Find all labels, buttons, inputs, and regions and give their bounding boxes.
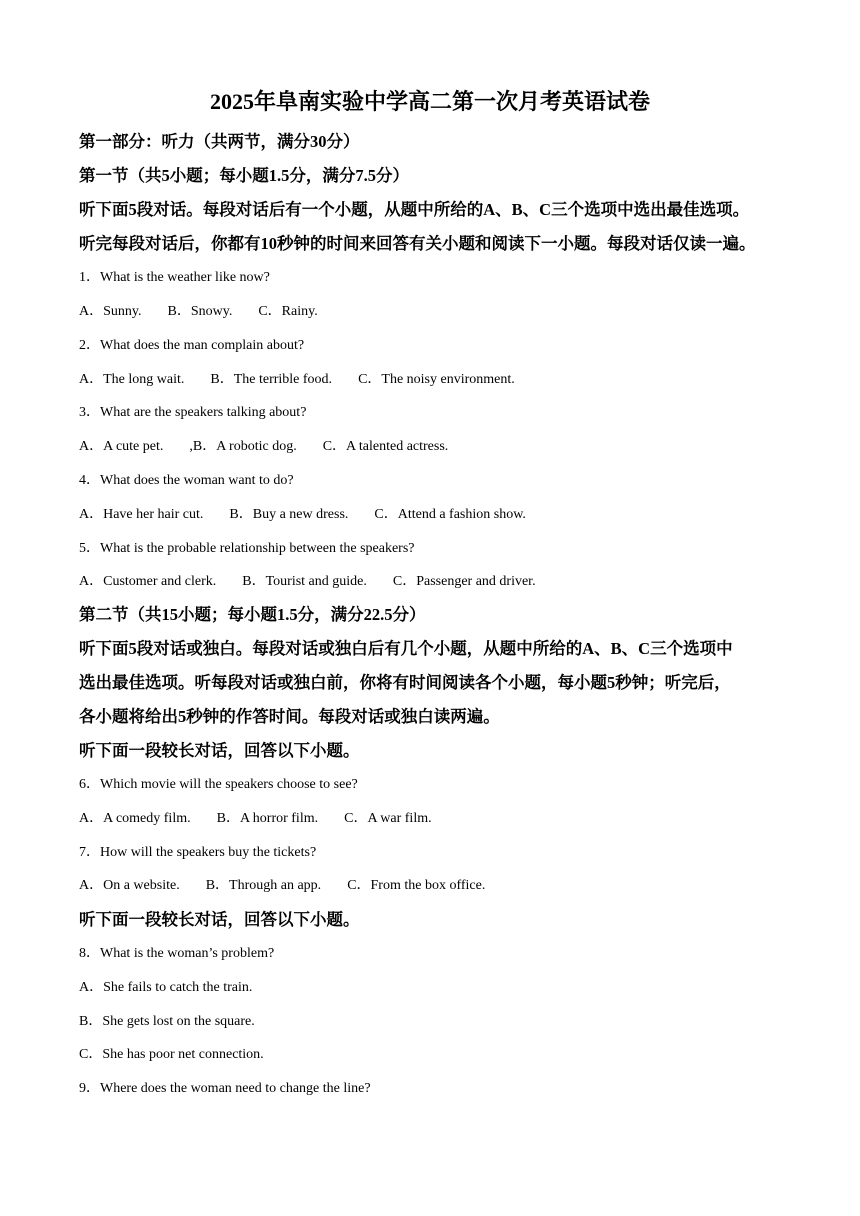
section2-heading: 第二节（共15小题；每小题1.5分，满分22.5分）	[79, 605, 426, 624]
question-6: 6．Which movie will the speakers choose to see?	[79, 777, 358, 792]
question-8: 8．What is the woman’s problem?	[79, 946, 275, 961]
section2-instruction-3: 各小题将给出5秒钟的作答时间。每段对话或独白读两遍。	[79, 707, 500, 726]
option-a: A．On a website.	[79, 878, 180, 893]
question-9: 9．Where does the woman need to change the line?	[79, 1081, 371, 1096]
question-4: 4．What does the woman want to do?	[79, 473, 294, 488]
page-title: 2025年阜南实验中学高二第一次月考英语试卷	[209, 89, 650, 114]
option-c: C．A war film.	[344, 811, 432, 826]
question-2-options	[79, 370, 515, 390]
question-6-options	[79, 809, 432, 829]
option-c: C．A talented actress.	[322, 439, 449, 454]
option-c: C．Rainy.	[258, 304, 318, 319]
question-8-option-b: B．She gets lost on the square.	[79, 1014, 255, 1029]
option-b: B．Tourist and guide.	[242, 574, 367, 589]
question-2: 2．What does the man complain about?	[79, 338, 305, 353]
question-8-option-c: C．She has poor net connection.	[79, 1047, 264, 1062]
option-a: A．Sunny.	[79, 304, 142, 319]
option-c: C．From the box office.	[347, 878, 486, 893]
question-3-options	[79, 437, 448, 457]
section2-instruction-2: 选出最佳选项。听每段对话或独白前，你将有时间阅读各个小题，每小题5秒钟；听完后，	[79, 673, 731, 692]
option-c: C．The noisy environment.	[358, 372, 515, 387]
question-8-option-a: A．She fails to catch the train.	[79, 980, 253, 995]
option-a: A．Have her hair cut.	[79, 507, 204, 522]
option-a: A．Customer and clerk.	[79, 574, 217, 589]
question-5-options	[79, 572, 536, 592]
section1-instruction-1: 听下面5段对话。每段对话后有一个小题，从题中所给的A、B、C三个选项中选出最佳选项。	[79, 200, 750, 219]
dialog-intro-2: 听下面一段较长对话，回答以下小题。	[79, 910, 360, 929]
dialog-intro-1: 听下面一段较长对话，回答以下小题。	[79, 741, 360, 760]
option-b: B．Through an app.	[205, 878, 322, 893]
option-a: A．The long wait.	[79, 372, 185, 387]
option-b: ,B．A robotic dog.	[189, 439, 297, 454]
question-3: 3．What are the speakers talking about?	[79, 405, 307, 420]
option-a: A．A cute pet.	[79, 439, 164, 454]
question-7-options	[79, 876, 485, 896]
section2-instruction-1: 听下面5段对话或独白。每段对话或独白后有几个小题，从题中所给的A、B、C三个选项中	[79, 639, 733, 658]
question-5: 5．What is the probable relationship between the speakers?	[79, 541, 415, 556]
question-4-options	[79, 505, 526, 525]
option-c: C．Attend a fashion show.	[374, 507, 526, 522]
part1-heading: 第一部分：听力（共两节，满分30分）	[79, 132, 360, 151]
option-b: B．Buy a new dress.	[229, 507, 349, 522]
section1-instruction-2: 听完每段对话后，你都有10秒钟的时间来回答有关小题和阅读下一小题。每段对话仅读一遍。	[79, 234, 756, 253]
question-1: 1．What is the weather like now?	[79, 270, 270, 285]
option-b: B．The terrible food.	[210, 372, 333, 387]
option-b: B．A horror film.	[216, 811, 319, 826]
question-7: 7．How will the speakers buy the tickets?	[79, 845, 317, 860]
option-b: B．Snowy.	[167, 304, 233, 319]
question-1-options	[79, 302, 318, 322]
section1-heading: 第一节（共5小题；每小题1.5分，满分7.5分）	[79, 166, 409, 185]
option-c: C．Passenger and driver.	[392, 574, 536, 589]
option-a: A．A comedy film.	[79, 811, 191, 826]
